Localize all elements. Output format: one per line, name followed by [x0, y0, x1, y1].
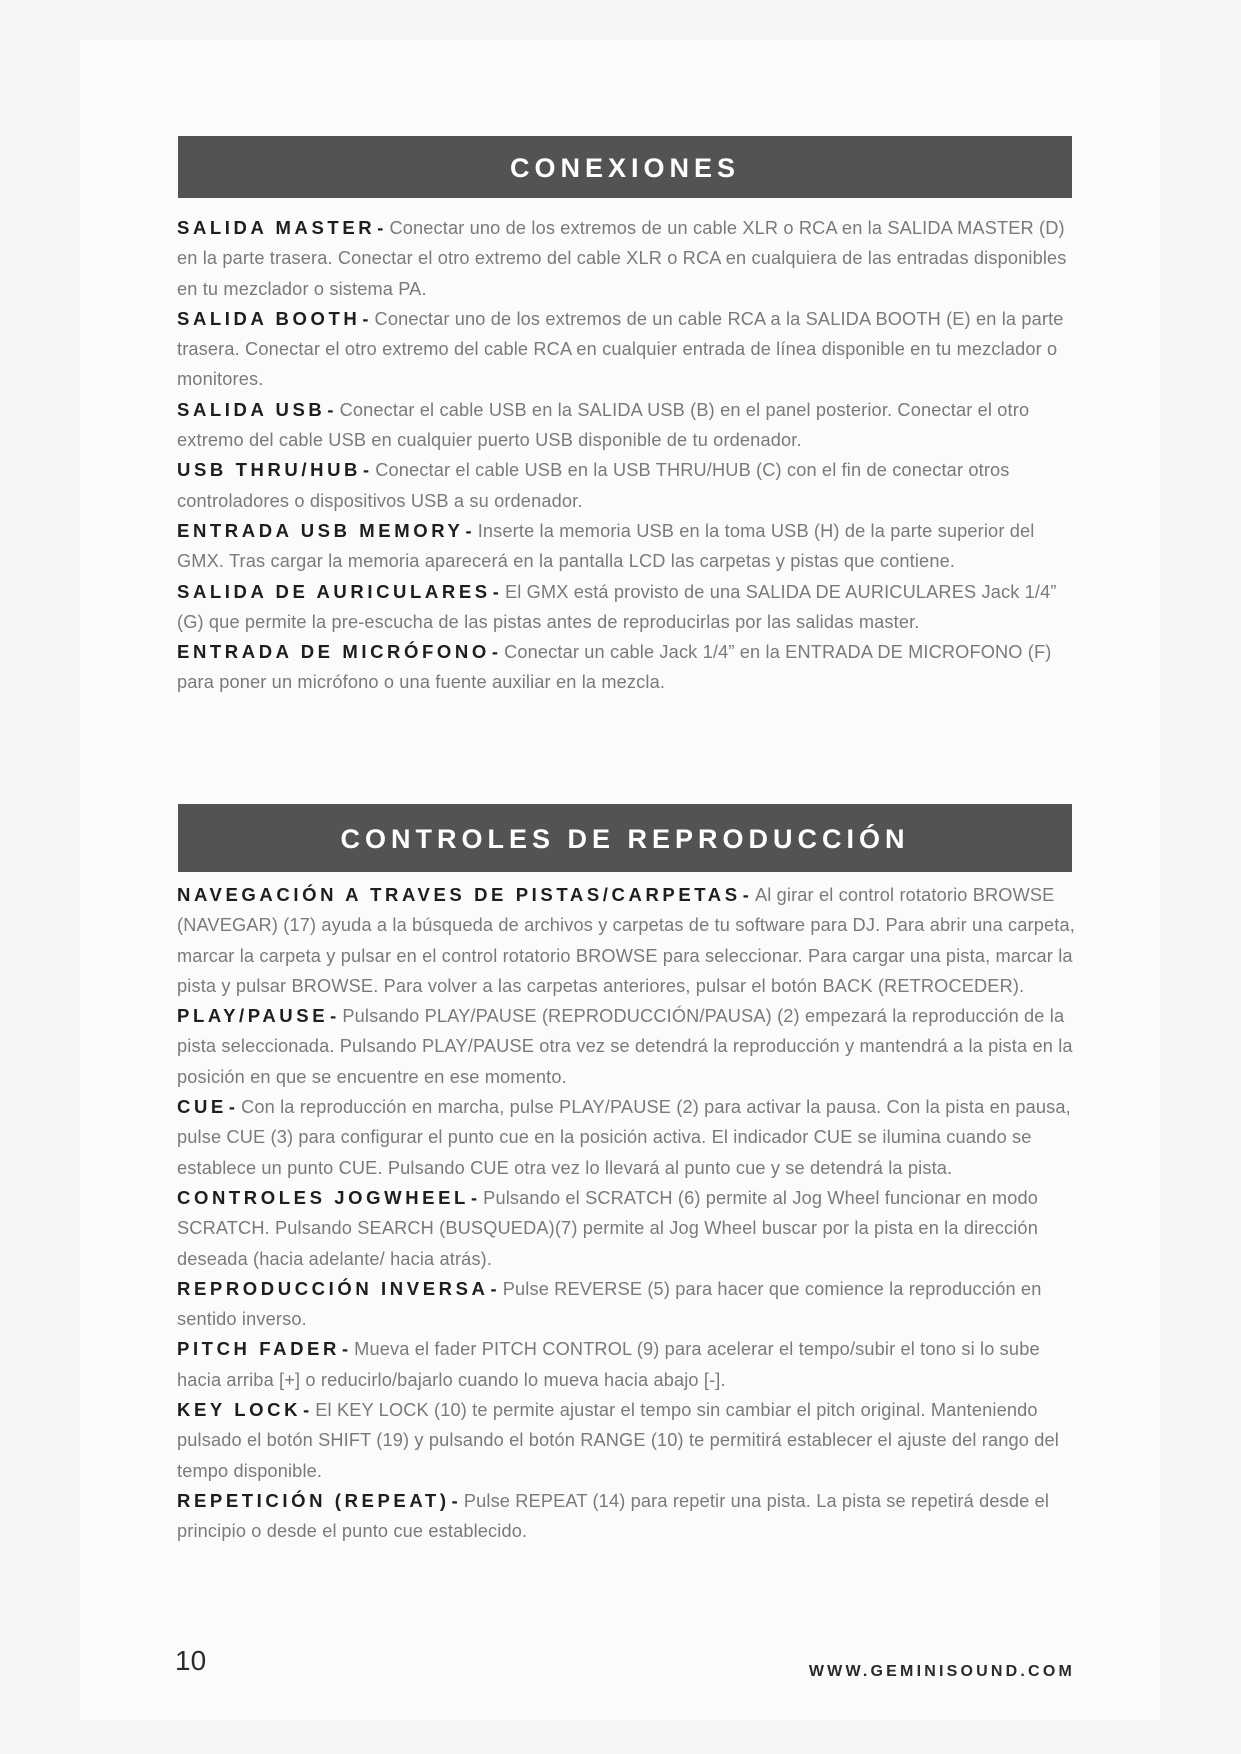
entry-term: PLAY/PAUSE: [177, 1005, 329, 1027]
entry-text: Conectar un cable Jack 1/4” en la ENTRADA DE MICROFONO (F) para poner un micrófono o una fuente auxiliar en la mezcla.: [177, 642, 1052, 693]
entry-usb-thru-hub: USB THRU/HUB - Conectar el cable USB en la USB THRU/HUB (C) con el fin de conectar otros controladores o dispositivos USB a su ordenador.: [177, 459, 1010, 511]
entry-text: Al girar el control rotatorio BROWSE (NAVEGAR) (17) ayuda a la búsqueda de archivos y carpetas de tu software para DJ. Para abrir una carpeta, marcar la carpeta y pulsar en el control rotatorio BROWSE para seleccionar. Para cargar una pista, marcar la pista y pulsar BROWSE. Para volver a las carpetas anteriores, pulsar el botón BACK (RETROCEDER).: [177, 885, 1075, 996]
entry-salida-booth: SALIDA BOOTH - Conectar uno de los extremos de un cable RCA a la SALIDA BOOTH (E) en la parte trasera. Conectar el otro extremo del cable RCA en cualquier entrada de línea disponible en tu mezclador o monitores.: [177, 307, 1064, 390]
entry-term: PITCH FADER: [177, 1338, 340, 1360]
entry-term: SALIDA MASTER: [177, 217, 376, 238]
section-conexiones: [177, 213, 1077, 698]
entry-term: SALIDA USB: [177, 398, 326, 420]
entry-text: El GMX está provisto de una SALIDA DE AURICULARES Jack 1/4” (G) que permite la pre-escucha de las pistas antes de reproducirlas por las salidas master.: [177, 581, 1057, 632]
entry-text: Mueva el fader PITCH CONTROL (9) para acelerar el tempo/subir el tono si lo sube hacia arriba [+] o reducirlo/bajarlo cuando lo mueva hacia abajo [-].: [177, 1339, 1040, 1390]
entry-text: El KEY LOCK (10) te permite ajustar el tempo sin cambiar el pitch original. Manteniendo pulsado el botón SHIFT (19) y pulsando el botón RANGE (10) te permitirá establecer el ajuste del rango del tempo disponible.: [177, 1400, 1059, 1481]
entry-text: Conectar el cable USB en la SALIDA USB (B) en el panel posterior. Conectar el otro extremo del cable USB en cualquier puerto USB disponible de tu ordenador.: [177, 399, 1030, 451]
entry-entrada-microfono: ENTRADA DE MICRÓFONO - Conectar un cable Jack 1/4” en la ENTRADA DE MICROFONO (F) para poner un micrófono o una fuente auxiliar en la mezcla.: [177, 641, 1052, 693]
entry-salida-auriculares: SALIDA DE AURICULARES - El GMX está provisto de una SALIDA DE AURICULARES Jack 1/4” (G) que permite la pre-escucha de las pistas antes de reproducirlas por las salidas master.: [177, 580, 1057, 632]
section-header-conexiones: CONEXIONES: [178, 136, 1072, 198]
page-number: 10: [175, 1645, 207, 1676]
entry-term: ENTRADA USB MEMORY: [177, 519, 464, 541]
entry-salida-master: SALIDA MASTER - Conectar uno de los extremos de un cable XLR o RCA en la SALIDA MASTER (D) en la parte trasera. Conectar el otro extremo del cable XLR o RCA en cualquiera de las entradas disponibles en tu mezclador o sistema PA.: [177, 217, 1067, 299]
entry-term: CUE: [177, 1096, 227, 1118]
entry-text: Conectar uno de los extremos de un cable XLR o RCA en la SALIDA MASTER (D) en la parte trasera. Conectar el otro extremo del cable XLR o RCA en cualquiera de las entradas disponibles en tu mezclador o sistema PA.: [177, 218, 1067, 299]
section-controles-reproduccion: [177, 880, 1077, 1547]
entry-term: REPETICIÓN (REPEAT): [177, 1489, 450, 1511]
entry-controles-jogwheel: CONTROLES JOGWHEEL - Pulsando el SCRATCH (6) permite al Jog Wheel funcionar en modo SCRATCH. Pulsando SEARCH (BUSQUEDA)(7) permite al Jog Wheel buscar por la pista en la dirección deseada (hacia adelante/ hacia atrás).: [177, 1186, 1039, 1269]
entry-text: Pulse REPEAT (14) para repetir una pista. La pista se repetirá desde el principio o desde el punto cue establecido.: [177, 1490, 1050, 1542]
entry-text: Pulsando PLAY/PAUSE (REPRODUCCIÓN/PAUSA) (2) empezará la reproducción de la pista seleccionada. Pulsando PLAY/PAUSE otra vez se detendrá la reproducción y mantendrá a la pista en la posición en que se encuentre en ese momento.: [177, 1006, 1073, 1087]
entry-term: USB THRU/HUB: [177, 459, 362, 481]
entry-pitch-fader: PITCH FADER - Mueva el fader PITCH CONTROL (9) para acelerar el tempo/subir el tono si lo sube hacia arriba [+] o reducirlo/bajarlo cuando lo mueva hacia abajo [-].: [177, 1338, 1040, 1390]
entry-text: Conectar uno de los extremos de un cable RCA a la SALIDA BOOTH (E) en la parte trasera. Conectar el otro extremo del cable RCA en cualquier entrada de línea disponible en tu mezclador o monitores.: [177, 308, 1064, 390]
entry-term: CONTROLES JOGWHEEL: [177, 1186, 469, 1208]
entry-text: Conectar el cable USB en la USB THRU/HUB (C) con el fin de conectar otros controladores o dispositivos USB a su ordenador.: [177, 460, 1010, 511]
entry-term: SALIDA BOOTH: [177, 307, 361, 329]
section-header-controles-reproduccion: CONTROLES DE REPRODUCCIÓN: [178, 804, 1072, 872]
entry-cue: CUE - Con la reproducción en marcha, pulse PLAY/PAUSE (2) para activar la pausa. Con la pista en pausa, pulse CUE (3) para configurar el punto cue en la posición activa. El indicador CUE se ilumina cuando se establece un punto CUE. Pulsando CUE otra vez lo llevará al punto cue y se detendrá la pista.: [177, 1096, 1071, 1178]
entry-text: Inserte la memoria USB en la toma USB (H) de la parte superior del GMX. Tras cargar la memoria aparecerá en la pantalla LCD las carpetas y pistas que contiene.: [177, 520, 1035, 572]
entry-salida-usb: SALIDA USB - Conectar el cable USB en la SALIDA USB (B) en el panel posterior. Conectar el otro extremo del cable USB en cualquier puerto USB disponible de tu ordenador.: [177, 398, 1030, 451]
entry-repeticion: REPETICIÓN (REPEAT) - Pulse REPEAT (14) para repetir una pista. La pista se repetirá desde el principio o desde el punto cue establecido.: [177, 1489, 1050, 1542]
entry-navegacion: NAVEGACIÓN A TRAVES DE PISTAS/CARPETAS - Al girar el control rotatorio BROWSE (NAVEGAR) (17) ayuda a la búsqueda de archivos y carpetas de tu software para DJ. Para abrir una carpeta, marcar la carpeta y pulsar en el control rotatorio BROWSE para seleccionar. Para cargar una pista, marcar la pista y pulsar BROWSE. Para volver a las carpetas anteriores, pulsar el botón BACK (RETROCEDER).: [177, 884, 1075, 996]
entry-text: Pulse REVERSE (5) para hacer que comience la reproducción en sentido inverso.: [177, 1278, 1042, 1330]
entry-term: REPRODUCCIÓN INVERSA: [177, 1277, 489, 1299]
entry-entrada-usb-memory: ENTRADA USB MEMORY - Inserte la memoria USB en la toma USB (H) de la parte superior del GMX. Tras cargar la memoria aparecerá en la pantalla LCD las carpetas y pistas que contiene.: [177, 519, 1035, 572]
entry-play-pause: PLAY/PAUSE - Pulsando PLAY/PAUSE (REPRODUCCIÓN/PAUSA) (2) empezará la reproducción de la pista seleccionada. Pulsando PLAY/PAUSE otra vez se detendrá la reproducción y mantendrá a la pista en la posición en que se encuentre en ese momento.: [177, 1005, 1073, 1087]
entry-text: Pulsando el SCRATCH (6) permite al Jog Wheel funcionar en modo SCRATCH. Pulsando SEARCH (BUSQUEDA)(7) permite al Jog Wheel buscar por la pista en la dirección deseada (hacia adelante/ hacia atrás).: [177, 1187, 1039, 1269]
entry-term: KEY LOCK: [177, 1399, 302, 1421]
entry-term: ENTRADA DE MICRÓFONO: [177, 641, 490, 663]
entry-reproduccion-inversa: REPRODUCCIÓN INVERSA - Pulse REVERSE (5) para hacer que comience la reproducción en sentido inverso.: [177, 1277, 1042, 1330]
entry-term: SALIDA DE AURICULARES: [177, 580, 491, 602]
entry-term: NAVEGACIÓN A TRAVES DE PISTAS/CARPETAS: [177, 884, 741, 905]
website-url: WWW.GEMINISOUND.COM: [808, 1663, 1075, 1680]
entry-text: Con la reproducción en marcha, pulse PLAY/PAUSE (2) para activar la pausa. Con la pista en pausa, pulse CUE (3) para configurar el punto cue en la posición activa. El indicador CUE se ilumina cuando se establece un punto CUE. Pulsando CUE otra vez lo llevará al punto cue y se detendrá la pista.: [177, 1097, 1071, 1178]
entry-key-lock: KEY LOCK - El KEY LOCK (10) te permite ajustar el tempo sin cambiar el pitch original. Manteniendo pulsado el botón SHIFT (19) y pulsando el botón RANGE (10) te permitirá establecer el ajuste del rango del tempo disponible.: [177, 1399, 1059, 1481]
